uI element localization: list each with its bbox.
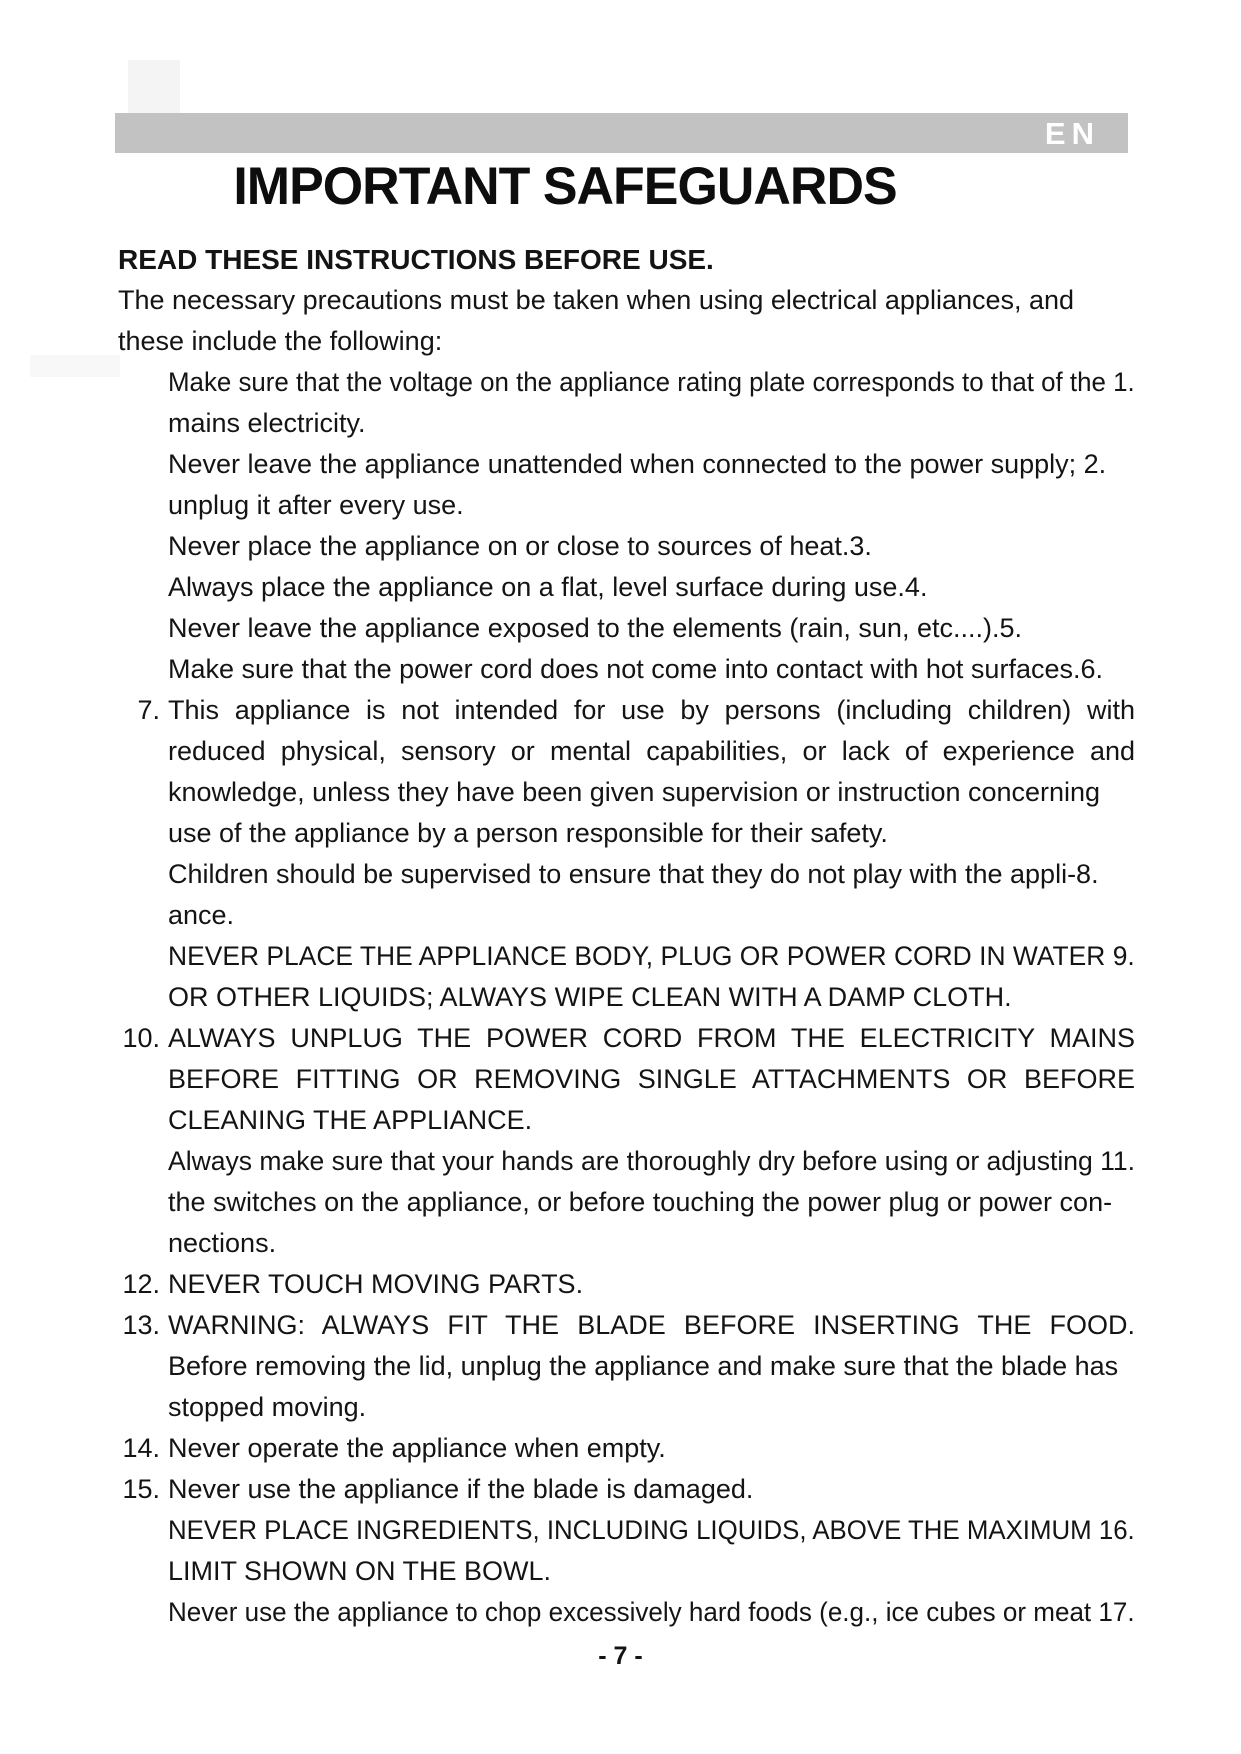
safeguard-item-5 bbox=[168, 608, 1135, 649]
safeguard-item-1 bbox=[168, 362, 1135, 444]
item-line: use of the appliance by a person responsible for their safety. bbox=[168, 818, 888, 848]
item-line: NEVER PLACE INGREDIENTS, INCLUDING LIQUIDS, ABOVE THE MAXIMUM 16. bbox=[168, 1515, 1135, 1545]
item-line: Never use the appliance if the blade is damaged. bbox=[168, 1474, 754, 1504]
item-number: 14. bbox=[122, 1433, 160, 1463]
item-line: Always make sure that your hands are thoroughly dry before using or adjusting 11. bbox=[168, 1146, 1136, 1176]
item-line: Always place the appliance on a flat, level surface during use.4. bbox=[168, 572, 928, 602]
intro-line: The necessary precautions must be taken when using electrical appliances, and bbox=[118, 285, 1075, 315]
safeguard-item-16 bbox=[168, 1510, 1135, 1592]
language-bar bbox=[115, 113, 1128, 153]
item-line: ance. bbox=[168, 900, 235, 930]
safeguard-item-3 bbox=[168, 526, 1135, 567]
safeguard-item-7 bbox=[137, 690, 1135, 854]
item-line: stopped moving. bbox=[168, 1392, 367, 1422]
item-line: Never leave the appliance unattended when connected to the power supply; 2. bbox=[168, 449, 1107, 479]
safeguard-item-10 bbox=[122, 1018, 1135, 1141]
item-line: This appliance is not intended for use by persons (including children) with bbox=[168, 695, 1135, 725]
safeguard-item-2 bbox=[168, 444, 1135, 526]
item-number: 7. bbox=[137, 695, 160, 725]
item-line: Never place the appliance on or close to sources of heat.3. bbox=[168, 531, 872, 561]
item-line: Before removing the lid, unplug the appliance and make sure that the blade has bbox=[168, 1351, 1119, 1381]
item-line: unplug it after every use. bbox=[168, 490, 464, 520]
safeguards-content bbox=[118, 239, 1135, 1633]
item-line: OR OTHER LIQUIDS; ALWAYS WIPE CLEAN WITH A DAMP CLOTH. bbox=[168, 982, 1012, 1012]
safeguard-item-13 bbox=[122, 1305, 1135, 1428]
item-line: the switches on the appliance, or before touching the power plug or power con- bbox=[168, 1187, 1113, 1217]
safeguard-item-17 bbox=[168, 1592, 1135, 1633]
safeguard-item-8 bbox=[168, 854, 1135, 936]
item-line: LIMIT SHOWN ON THE BOWL. bbox=[168, 1556, 552, 1586]
safeguard-item-6 bbox=[168, 649, 1135, 690]
item-line: NEVER PLACE THE APPLIANCE BODY, PLUG OR POWER CORD IN WATER 9. bbox=[168, 941, 1135, 971]
item-number: 12. bbox=[122, 1269, 160, 1299]
page-number-footer: - 7 - bbox=[598, 1642, 643, 1670]
item-line: Never operate the appliance when empty. bbox=[168, 1433, 666, 1463]
item-number: 10. bbox=[122, 1023, 160, 1053]
item-line: BEFORE FITTING OR REMOVING SINGLE ATTACHMENTS OR BEFORE bbox=[168, 1064, 1135, 1094]
item-line: ALWAYS UNPLUG THE POWER CORD FROM THE ELECTRICITY MAINS bbox=[168, 1023, 1135, 1053]
item-line: Make sure that the voltage on the appliance rating plate corresponds to that of the 1. bbox=[168, 367, 1135, 397]
item-line: CLEANING THE APPLIANCE. bbox=[168, 1105, 533, 1135]
scan-artifact bbox=[30, 355, 120, 377]
safeguard-item-12 bbox=[122, 1264, 1135, 1305]
item-line: knowledge, unless they have been given supervision or instruction concerning bbox=[168, 777, 1101, 807]
safeguards-list bbox=[122, 362, 1136, 1633]
item-line: mains electricity. bbox=[168, 408, 366, 438]
item-line: reduced physical, sensory or mental capabilities, or lack of experience and bbox=[168, 736, 1135, 766]
safeguard-item-15 bbox=[122, 1469, 1135, 1510]
language-badge: EN bbox=[1044, 115, 1100, 151]
item-line: WARNING: ALWAYS FIT THE BLADE BEFORE INSERTING THE FOOD. bbox=[168, 1310, 1135, 1340]
item-line: Make sure that the power cord does not come into contact with hot surfaces.6. bbox=[168, 654, 1103, 684]
item-number: 13. bbox=[122, 1310, 160, 1340]
item-line: nections. bbox=[168, 1228, 277, 1258]
safeguard-item-9 bbox=[168, 936, 1135, 1018]
intro-line: these include the following: bbox=[118, 326, 443, 356]
safeguard-item-4 bbox=[168, 567, 1135, 608]
item-line: NEVER TOUCH MOVING PARTS. bbox=[168, 1269, 584, 1299]
intro-heading: READ THESE INSTRUCTIONS BEFORE USE. bbox=[118, 244, 714, 275]
item-line: Never leave the appliance exposed to the elements (rain, sun, etc....).5. bbox=[168, 613, 1022, 643]
safeguard-item-14 bbox=[122, 1428, 1135, 1469]
page-title: IMPORTANT SAFEGUARDS bbox=[233, 157, 897, 216]
safeguard-item-11 bbox=[168, 1141, 1135, 1264]
item-line: Children should be supervised to ensure that they do not play with the appli-8. bbox=[168, 859, 1099, 889]
item-line: Never use the appliance to chop excessively hard foods (e.g., ice cubes or meat 17. bbox=[168, 1597, 1135, 1627]
item-number: 15. bbox=[122, 1474, 160, 1504]
scan-artifact bbox=[128, 60, 180, 113]
